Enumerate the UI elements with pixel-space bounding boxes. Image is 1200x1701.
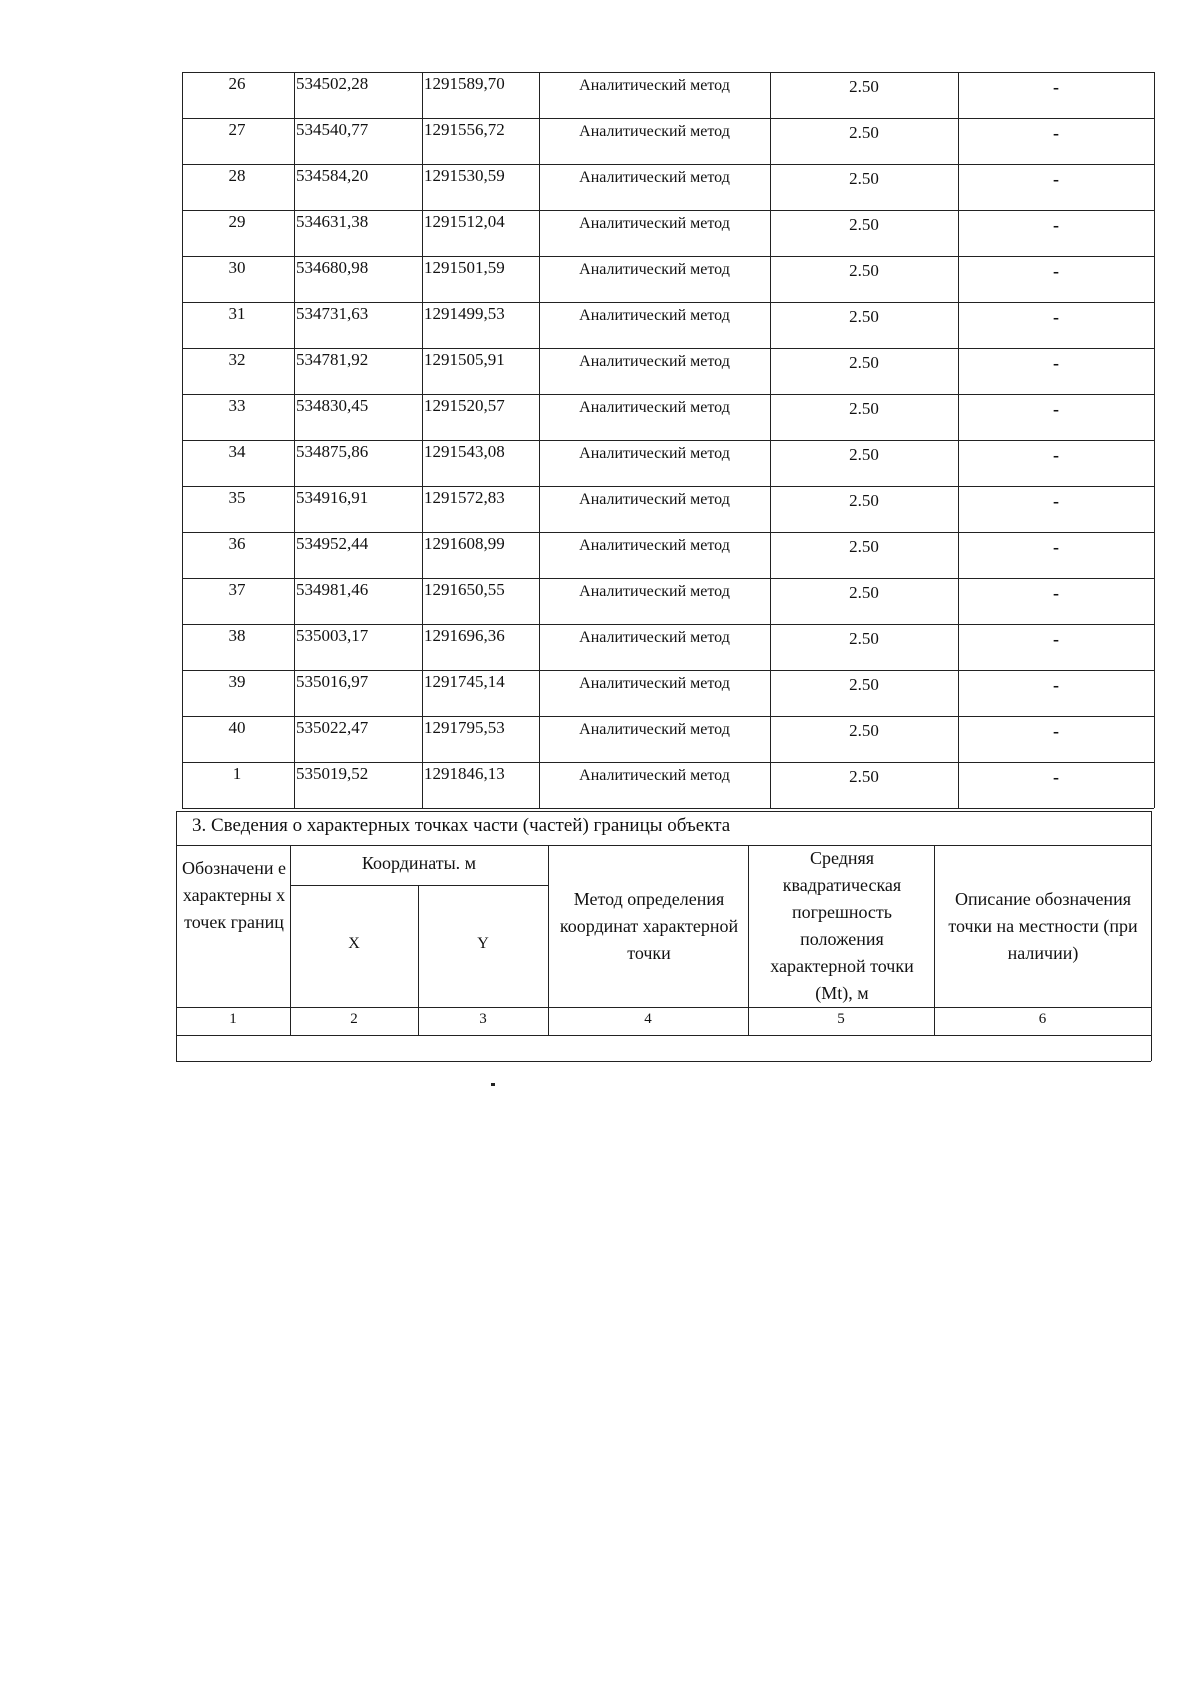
coord-x: 534781,92 — [296, 350, 369, 369]
error-value: 2.50 — [849, 77, 879, 96]
row-cell-border — [1154, 440, 1155, 486]
description-cell: - — [1053, 445, 1059, 465]
method-cell: Аналитический метод — [579, 445, 730, 462]
row-top-line — [182, 670, 1154, 671]
row-top-line — [182, 578, 1154, 579]
row-top-line — [182, 210, 1154, 211]
point-number: 27 — [228, 120, 246, 139]
coord-y: 1291520,57 — [424, 396, 505, 415]
row-cell-border — [1154, 486, 1155, 532]
section3-title: 3. Сведения о характерных точках части (частей) границы объекта — [192, 815, 731, 836]
error-value: 2.50 — [849, 353, 879, 372]
description-cell: - — [1053, 261, 1059, 281]
header-y: Y — [477, 935, 489, 952]
row-cell-border — [1154, 624, 1155, 670]
row-cell-border — [1154, 256, 1155, 302]
method-cell: Аналитический метод — [579, 721, 730, 738]
coord-y: 1291543,08 — [424, 442, 505, 461]
coord-x: 534981,46 — [296, 580, 369, 599]
coord-x: 534502,28 — [296, 74, 369, 93]
coord-y: 1291501,59 — [424, 258, 505, 277]
error-value: 2.50 — [849, 307, 879, 326]
point-number: 31 — [228, 304, 246, 323]
description-cell: - — [1053, 491, 1059, 511]
header-error: Средняя квадратическая погрешность положения характерной точки (Mt), м — [770, 848, 914, 1003]
method-cell: Аналитический метод — [579, 583, 730, 600]
header-designation: Обозначени е характерны х точек границ — [182, 858, 286, 932]
description-cell: - — [1053, 583, 1059, 603]
row-cell-border — [1154, 578, 1155, 624]
row-top-line — [182, 440, 1154, 441]
point-number: 34 — [228, 442, 246, 461]
speck-mark — [491, 1083, 495, 1086]
row-top-line — [182, 348, 1154, 349]
coord-y: 1291499,53 — [424, 304, 505, 323]
method-cell: Аналитический метод — [579, 537, 730, 554]
coord-y: 1291650,55 — [424, 580, 505, 599]
error-value: 2.50 — [849, 169, 879, 188]
coord-y: 1291556,72 — [424, 120, 505, 139]
coord-y: 1291589,70 — [424, 74, 505, 93]
colnum-6: 6 — [1038, 1011, 1047, 1027]
point-number: 35 — [228, 488, 246, 507]
coord-x: 535003,17 — [296, 626, 369, 645]
colnum-5: 5 — [837, 1011, 845, 1027]
row-top-line — [182, 716, 1154, 717]
description-cell: - — [1053, 629, 1059, 649]
error-value: 2.50 — [849, 491, 879, 510]
error-value: 2.50 — [849, 767, 879, 786]
method-cell: Аналитический метод — [579, 629, 730, 646]
coord-x: 534952,44 — [296, 534, 369, 553]
point-number: 26 — [228, 74, 246, 93]
row-top-line — [182, 164, 1154, 165]
point-number: 30 — [228, 258, 246, 277]
coord-y: 1291512,04 — [424, 212, 505, 231]
row-top-line — [182, 394, 1154, 395]
point-number: 39 — [228, 672, 246, 691]
section3-right-border — [1151, 811, 1152, 1061]
method-cell: Аналитический метод — [579, 307, 730, 324]
row-cell-border — [1154, 164, 1155, 210]
method-cell: Аналитический метод — [579, 353, 730, 370]
description-cell: - — [1053, 353, 1059, 373]
coord-x: 535019,52 — [296, 764, 369, 783]
coord-x: 534680,98 — [296, 258, 369, 277]
coord-x: 534731,63 — [296, 304, 369, 323]
description-cell: - — [1053, 123, 1059, 143]
description-cell: - — [1053, 169, 1059, 189]
point-number: 32 — [228, 350, 246, 369]
row-cell-border — [1154, 302, 1155, 348]
row-cell-border — [1154, 762, 1155, 808]
point-number: 37 — [228, 580, 246, 599]
section3-top-border — [176, 811, 1151, 812]
header-top-line — [176, 845, 1151, 846]
description-cell: - — [1053, 767, 1059, 787]
description-cell: - — [1053, 399, 1059, 419]
row-cell-border — [1154, 72, 1155, 118]
coord-y: 1291846,13 — [424, 764, 505, 783]
header-x: X — [348, 935, 360, 952]
header-description: Описание обозначения точки на местности (при наличии) — [948, 889, 1138, 963]
row-top-line — [182, 486, 1154, 487]
description-cell: - — [1053, 215, 1059, 235]
error-value: 2.50 — [849, 675, 879, 694]
error-value: 2.50 — [849, 445, 879, 464]
error-value: 2.50 — [849, 215, 879, 234]
row-cell-border — [1154, 532, 1155, 578]
point-number: 33 — [228, 396, 246, 415]
colnum-1: 1 — [229, 1011, 237, 1027]
table-bottom-line — [182, 808, 1154, 809]
colnum-3: 3 — [479, 1011, 487, 1027]
coord-y: 1291505,91 — [424, 350, 505, 369]
error-value: 2.50 — [849, 123, 879, 142]
coord-x: 535016,97 — [296, 672, 369, 691]
row-top-line — [182, 302, 1154, 303]
row-top-line — [182, 72, 1154, 73]
colnum-bottom-line — [176, 1035, 1151, 1036]
header-bottom-line — [176, 1007, 1151, 1008]
error-value: 2.50 — [849, 537, 879, 556]
error-value: 2.50 — [849, 629, 879, 648]
point-number: 28 — [228, 166, 246, 185]
point-number: 29 — [228, 212, 246, 231]
coord-y: 1291745,14 — [424, 672, 505, 691]
coord-x: 534631,38 — [296, 212, 369, 231]
method-cell: Аналитический метод — [579, 675, 730, 692]
coord-x: 534830,45 — [296, 396, 369, 415]
coord-y: 1291795,53 — [424, 718, 505, 737]
point-number: 1 — [232, 764, 242, 783]
error-value: 2.50 — [849, 399, 879, 418]
error-value: 2.50 — [849, 721, 879, 740]
coord-y: 1291696,36 — [424, 626, 505, 645]
description-cell: - — [1053, 307, 1059, 327]
method-cell: Аналитический метод — [579, 169, 730, 186]
description-cell: - — [1053, 675, 1059, 695]
row-top-line — [182, 256, 1154, 257]
description-cell: - — [1053, 77, 1059, 97]
method-cell: Аналитический метод — [579, 491, 730, 508]
coord-x: 534875,86 — [296, 442, 369, 461]
header-coords: Координаты. м — [361, 853, 477, 873]
coord-y: 1291530,59 — [424, 166, 505, 185]
error-value: 2.50 — [849, 583, 879, 602]
coord-y: 1291608,99 — [424, 534, 505, 553]
coord-x: 534584,20 — [296, 166, 369, 185]
point-number: 38 — [228, 626, 246, 645]
coord-x: 535022,47 — [296, 718, 369, 737]
coord-x: 534540,77 — [296, 120, 369, 139]
colnum-2: 2 — [350, 1011, 358, 1027]
description-cell: - — [1053, 537, 1059, 557]
row-cell-border — [1154, 716, 1155, 762]
error-value: 2.50 — [849, 261, 879, 280]
row-top-line — [182, 624, 1154, 625]
method-cell: Аналитический метод — [579, 77, 730, 94]
row-cell-border — [1154, 210, 1155, 256]
header-method: Метод определения координат характерной точки — [559, 889, 739, 963]
row-top-line — [182, 532, 1154, 533]
method-cell: Аналитический метод — [579, 123, 730, 140]
method-cell: Аналитический метод — [579, 215, 730, 232]
row-cell-border — [1154, 394, 1155, 440]
row-cell-border — [1154, 118, 1155, 164]
colnum-4: 4 — [644, 1011, 652, 1027]
empty-row-bottom-line — [176, 1061, 1151, 1062]
coords-sub-line — [290, 885, 548, 886]
coord-y: 1291572,83 — [424, 488, 505, 507]
row-cell-border — [1154, 670, 1155, 716]
point-number: 40 — [228, 718, 246, 737]
description-cell: - — [1053, 721, 1059, 741]
coord-x: 534916,91 — [296, 488, 369, 507]
row-cell-border — [1154, 348, 1155, 394]
method-cell: Аналитический метод — [579, 261, 730, 278]
row-top-line — [182, 118, 1154, 119]
point-number: 36 — [228, 534, 246, 553]
method-cell: Аналитический метод — [579, 399, 730, 416]
method-cell: Аналитический метод — [579, 767, 730, 784]
row-top-line — [182, 762, 1154, 763]
